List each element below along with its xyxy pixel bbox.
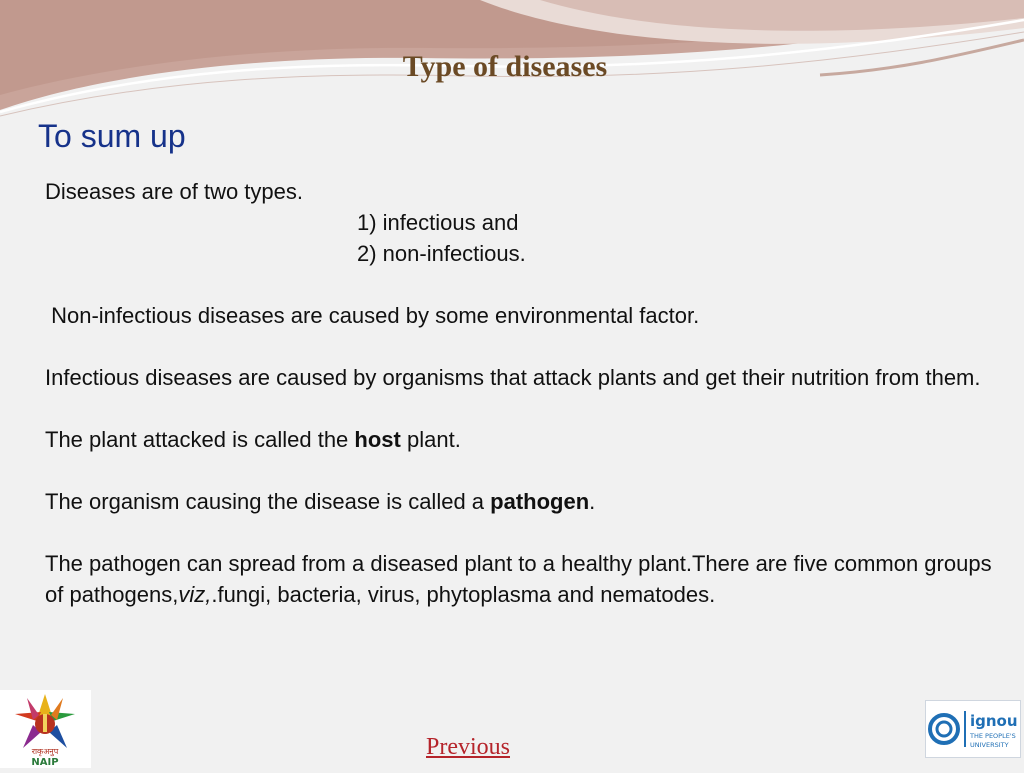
ignou-wordmark: ignou (970, 712, 1018, 730)
naip-logo (0, 690, 91, 768)
spread-viz: viz, (178, 582, 212, 607)
pathogen-text-before: The organism causing the disease is called a (45, 489, 491, 514)
slide-body (45, 176, 995, 610)
host-term: host (354, 427, 401, 452)
non-infectious-paragraph: Non-infectious diseases are caused by some environmental factor. (45, 303, 700, 328)
pathogen-paragraph (45, 486, 995, 517)
ignou-tagline-1: THE PEOPLE'S (970, 732, 1016, 740)
ignou-emblem-icon (926, 701, 1020, 757)
type-item-non-infectious: 2) non-infectious. (357, 241, 526, 266)
spread-text-before: The pathogen can spread from a diseased plant to a healthy plant.There are five common groups of pathogens, (45, 551, 992, 607)
host-text-before: The plant attacked is called the (45, 427, 355, 452)
host-text-after: plant. (400, 427, 461, 452)
spread-paragraph (45, 548, 995, 610)
ignou-tagline-2: UNIVERSITY (970, 741, 1009, 749)
intro-line: Diseases are of two types. (45, 179, 304, 204)
host-paragraph (45, 424, 995, 455)
naip-devanagari: राकृअनुप (31, 747, 59, 756)
type-item-infectious: 1) infectious and (357, 210, 519, 235)
previous-link[interactable]: Previous (426, 734, 510, 760)
naip-wordmark: NAIP (31, 757, 59, 768)
slide-title: Type of diseases (402, 50, 608, 83)
slide-subtitle: To sum up (38, 118, 186, 154)
pathogen-text-after: . (589, 489, 596, 514)
spread-text-after: .fungi, bacteria, virus, phytoplasma and nematodes. (211, 582, 716, 607)
naip-emblem-icon (0, 690, 91, 768)
infectious-paragraph: Infectious diseases are caused by organisms that attack plants and get their nutrition from them. (45, 365, 981, 390)
pathogen-term: pathogen (490, 489, 590, 514)
ignou-logo (925, 700, 1021, 758)
